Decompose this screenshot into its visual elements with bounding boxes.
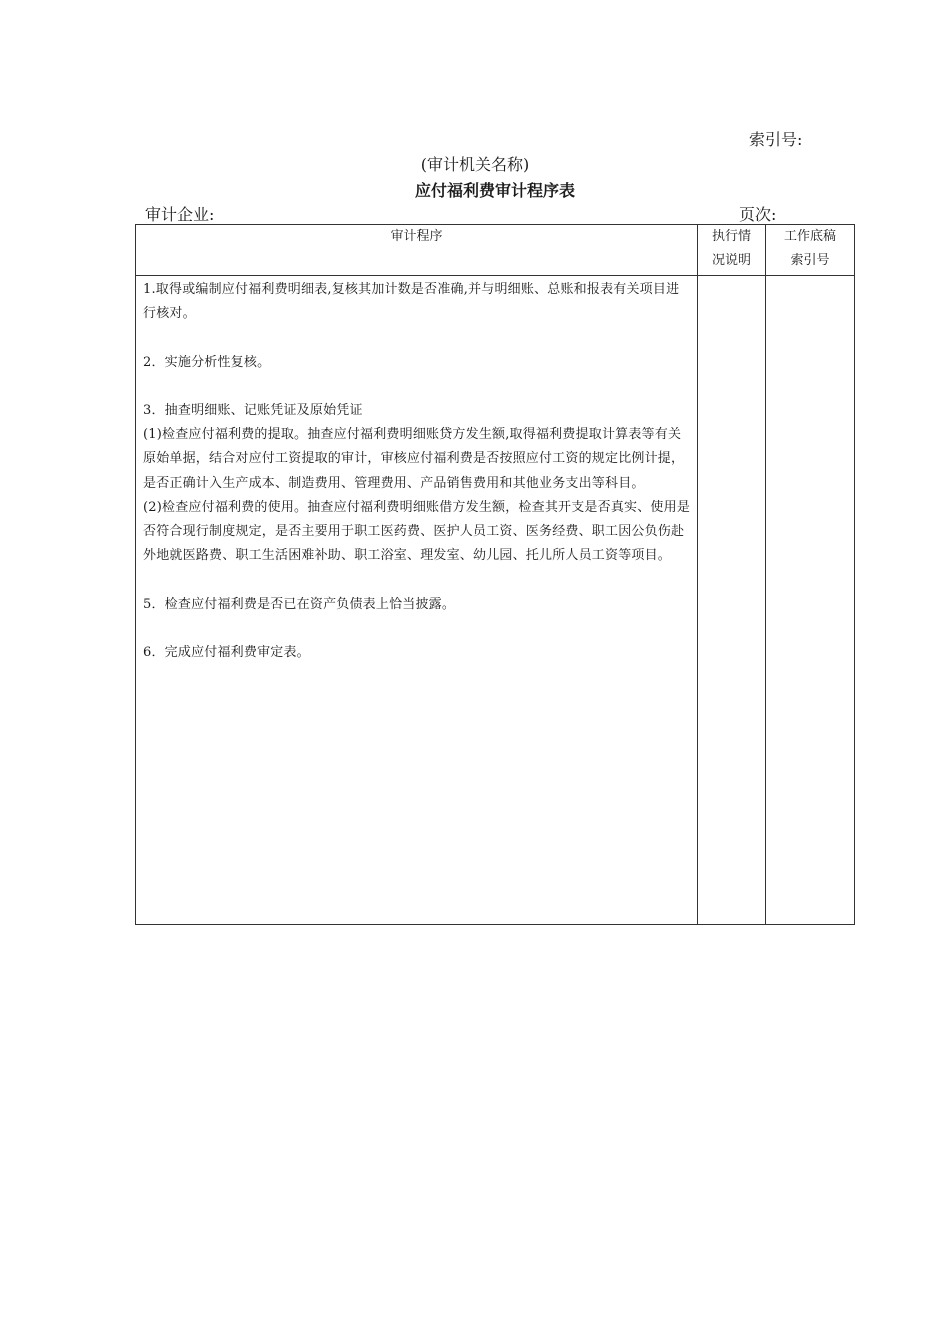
procedure-item-6: 6．完成应付福利费审定表。	[143, 644, 310, 660]
table-header-row	[136, 225, 855, 276]
procedure-list-cell	[136, 276, 698, 925]
document-title: 应付福利费审计程序表	[414, 181, 575, 200]
column-header-procedure	[136, 225, 698, 276]
procedure-item-3: 3．抽查明细账、记账凭证及原始凭证	[143, 402, 363, 418]
column-header-procedure-label: 审计程序	[390, 229, 443, 244]
column-header-workpaper-index-line1: 工作底稿	[783, 229, 836, 244]
procedure-item-2: 2．实施分析性复核。	[143, 354, 271, 370]
procedure-item-3-1: (1)检查应付福利费的提取。抽查应付福利费明细账贷方发生额,取得福利费提取计算表等有关原始单据，结合对应付工资提取的审计，审核应付福利费是否按照应付工资的规定比例计提，是否正确计入生产成本、制造费用、管理费用、产品销售费用和其他业务支出等科目。	[143, 427, 685, 491]
column-header-workpaper-index	[766, 225, 855, 276]
procedure-item-5: 5．检查应付福利费是否已在资产负债表上恰当披露。	[143, 596, 456, 612]
column-header-execution-notes-line2: 况说明	[711, 253, 751, 268]
table-body-row	[136, 276, 855, 925]
index-number-label: 索引号:	[749, 130, 803, 149]
audited-company-label: 审计企业:	[145, 205, 215, 224]
column-header-execution-notes-line1: 执行情	[711, 229, 751, 244]
page-number-label: 页次:	[739, 205, 777, 224]
execution-notes-cell	[698, 276, 766, 925]
column-header-execution-notes	[698, 225, 766, 276]
workpaper-index-cell	[766, 276, 855, 925]
audit-procedure-table	[135, 224, 855, 925]
procedure-item-1: 1.取得或编制应付福利费明细表,复核其加计数是否准确,并与明细账、总账和报表有关项目进行核对。	[143, 282, 680, 322]
column-header-workpaper-index-line2: 索引号	[790, 253, 830, 268]
audit-organization-name: (审计机关名称)	[420, 155, 530, 174]
procedure-item-3-2: (2)检查应付福利费的使用。抽查应付福利费明细账借方发生额，检查其开支是否真实、使用是否符合现行制度规定，是否主要用于职工医药费、医护人员工资、医务经费、职工因公负伤赴外地就医路费、职工生活困难补助、职工浴室、理发室、幼儿园、托儿所人员工资等项目。	[143, 499, 691, 564]
